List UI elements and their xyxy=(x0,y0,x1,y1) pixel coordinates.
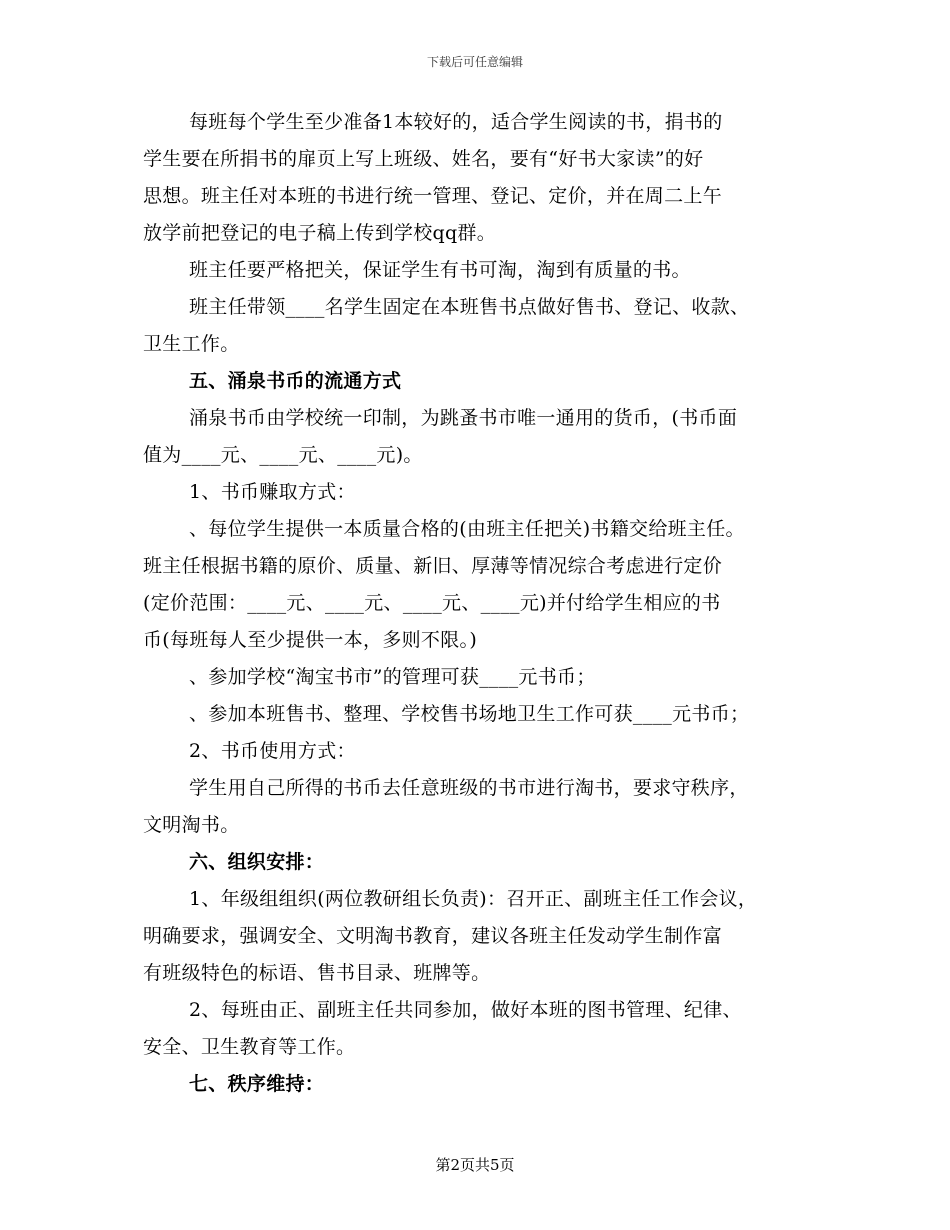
paragraph-line: 班主任要严格把关，保证学生有书可淘，淘到有质量的书。 xyxy=(189,259,691,281)
paragraph-line: 、参加本班售书、整理、学校售书场地卫生工作可获____元书币； xyxy=(189,703,750,725)
paragraph-line: 、每位学生提供一本质量合格的(由班主任把关)书籍交给班主任。 xyxy=(189,518,745,540)
paragraph-line: 涌泉书币由学校统一印制，为跳蚤书市唯一通用的货币，(书币面 xyxy=(189,407,738,429)
header-note: 下载后可任意编辑 xyxy=(426,55,523,69)
paragraph-line: (定价范围：____元、____元、____元、____元)并付给学生相应的书 xyxy=(143,592,721,614)
paragraph-line: 每班每个学生至少准备1本较好的，适合学生阅读的书，捐书的 xyxy=(189,111,723,133)
paragraph-line: 文明淘书。 xyxy=(143,814,240,836)
paragraph-line: 学生用自己所得的书币去任意班级的书市进行淘书，要求守秩序， xyxy=(189,777,749,799)
paragraph-line: 安全、卫生教育等工作。 xyxy=(143,1036,356,1058)
paragraph-line: 放学前把登记的电子稿上传到学校qq群。 xyxy=(143,222,497,244)
paragraph-line: 卫生工作。 xyxy=(143,333,240,355)
section-heading: 六、组织安排： xyxy=(189,851,325,873)
paragraph-line: 值为____元、____元、____元)。 xyxy=(143,444,423,466)
document-body xyxy=(143,104,823,1103)
paragraph-line: 、参加学校“淘宝书市”的管理可获____元书币； xyxy=(189,666,596,688)
subsection-heading: 1、书币赚取方式： xyxy=(189,481,356,503)
paragraph-line: 1、年级组组织(两位教研组长负责)：召开正、副班主任工作会议， xyxy=(189,888,758,910)
paragraph-line: 明确要求，强调安全、文明淘书教育，建议各班主任发动学生制作富 xyxy=(143,925,723,947)
page-number: 第2页共5页 xyxy=(435,1156,515,1174)
section-heading: 七、秩序维持： xyxy=(189,1073,325,1095)
paragraph-line: 思想。班主任对本班的书进行统一管理、登记、定价，并在周二上午 xyxy=(143,185,723,207)
paragraph-line: 币(每班每人至少提供一本，多则不限。) xyxy=(143,629,478,651)
paragraph-line: 2、每班由正、副班主任共同参加，做好本班的图书管理、纪律、 xyxy=(189,999,742,1021)
paragraph-line: 有班级特色的标语、售书目录、班牌等。 xyxy=(143,962,491,984)
subsection-heading: 2、书币使用方式： xyxy=(189,740,356,762)
paragraph-line: 班主任根据书籍的原价、质量、新旧、厚薄等情况综合考虑进行定价 xyxy=(143,555,723,577)
paragraph-line: 学生要在所捐书的扉页上写上班级、姓名，要有“好书大家读”的好 xyxy=(143,148,704,170)
section-heading: 五、涌泉书币的流通方式 xyxy=(189,370,402,392)
paragraph-line: 班主任带领____名学生固定在本班售书点做好售书、登记、收款、 xyxy=(189,296,750,318)
